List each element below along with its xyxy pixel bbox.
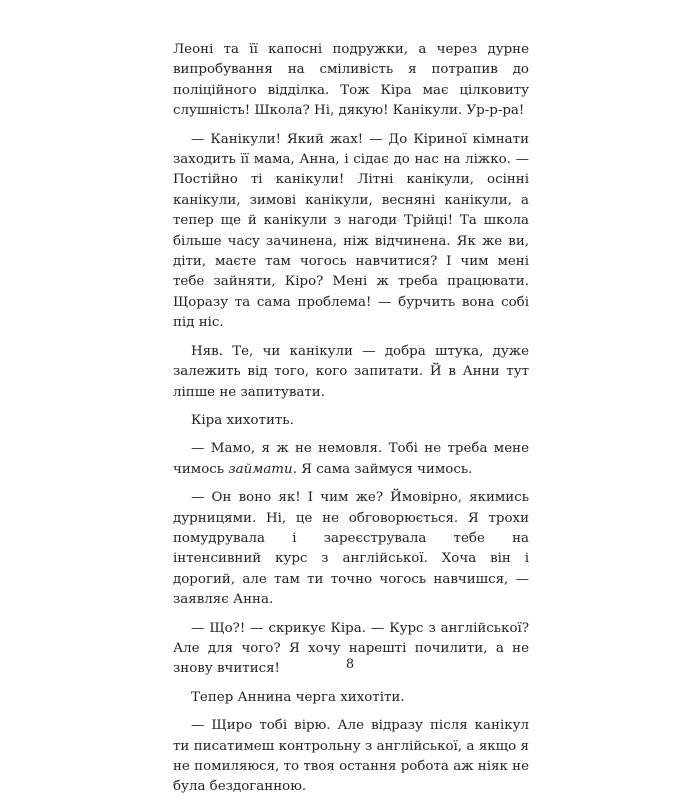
paragraph [173, 688, 529, 708]
text-run: — Он воно як! І чим же? Ймовірно, якимись дурницями. Ні, це не обговорюється. Я трохи помудрувала і зареєструвала тебе на інтенсивний курс з англійської. Хоча він і дорогий, але там ти точно чогось навчишся, — заявляє Анна. [173, 490, 529, 608]
paragraph [173, 411, 529, 431]
text-run: Леоні та її капосні подружки, а через дурне випробування на сміливість я потрапив до поліційного відділка. Тож Кіра має цілковиту слушність! Школа? Ні, дякую! Канікули. Ур-р-ра! [173, 42, 529, 119]
body-text [173, 40, 529, 806]
text-run: — Мамо, я ж не немовля. Тобі не треба мене чимось [173, 441, 529, 477]
paragraph [173, 488, 529, 610]
text-run: . Я сама займуся чимось. [292, 461, 473, 477]
emphasized-word: займати [228, 461, 293, 477]
text-run: — Канікули! Який жах! — До Кіриної кімнати заходить її мама, Анна, і сідає до нас на ліжко. — Постійно ті канікули! Літні канікули, осінні канікули, зимові канікули, весняні канікули, а тепер ще й канікули з нагоди Трійці! Та школа більше часу зачинена, ніж відчинена. Як же ви, діти, маєте там чогось навчитися? І чим мені тебе зайняти, Кіро? Мені ж треба працювати. Щоразу та сама проблема! — бурчить вона собі під ніс. [173, 131, 529, 331]
paragraph [173, 716, 529, 798]
text-run: — Щиро тобі вірю. Але відразу після канікул ти писатимеш контрольну з англійської, а якщо я не помиляюся, то твоя остання робота аж ніяк не була бездоганною. [173, 718, 529, 795]
paragraph [173, 439, 529, 480]
paragraph [173, 130, 529, 334]
text-run: Няв. Те, чи канікули — добра штука, дуже залежить від того, кого запитати. Й в Анни тут ліпше не запитувати. [173, 343, 529, 400]
page-number: 8 [345, 657, 355, 672]
paragraph [173, 342, 529, 403]
text-run: — Що?! — скрикує Кіра. — Курс з англійської? Але для чого? Я хочу нарешті почилити, а не знову вчитися! [173, 620, 529, 677]
paragraph [173, 40, 529, 122]
text-run: Кіра хихотить. [191, 412, 294, 428]
text-run: Тепер Аннина черга хихотіти. [191, 689, 405, 705]
